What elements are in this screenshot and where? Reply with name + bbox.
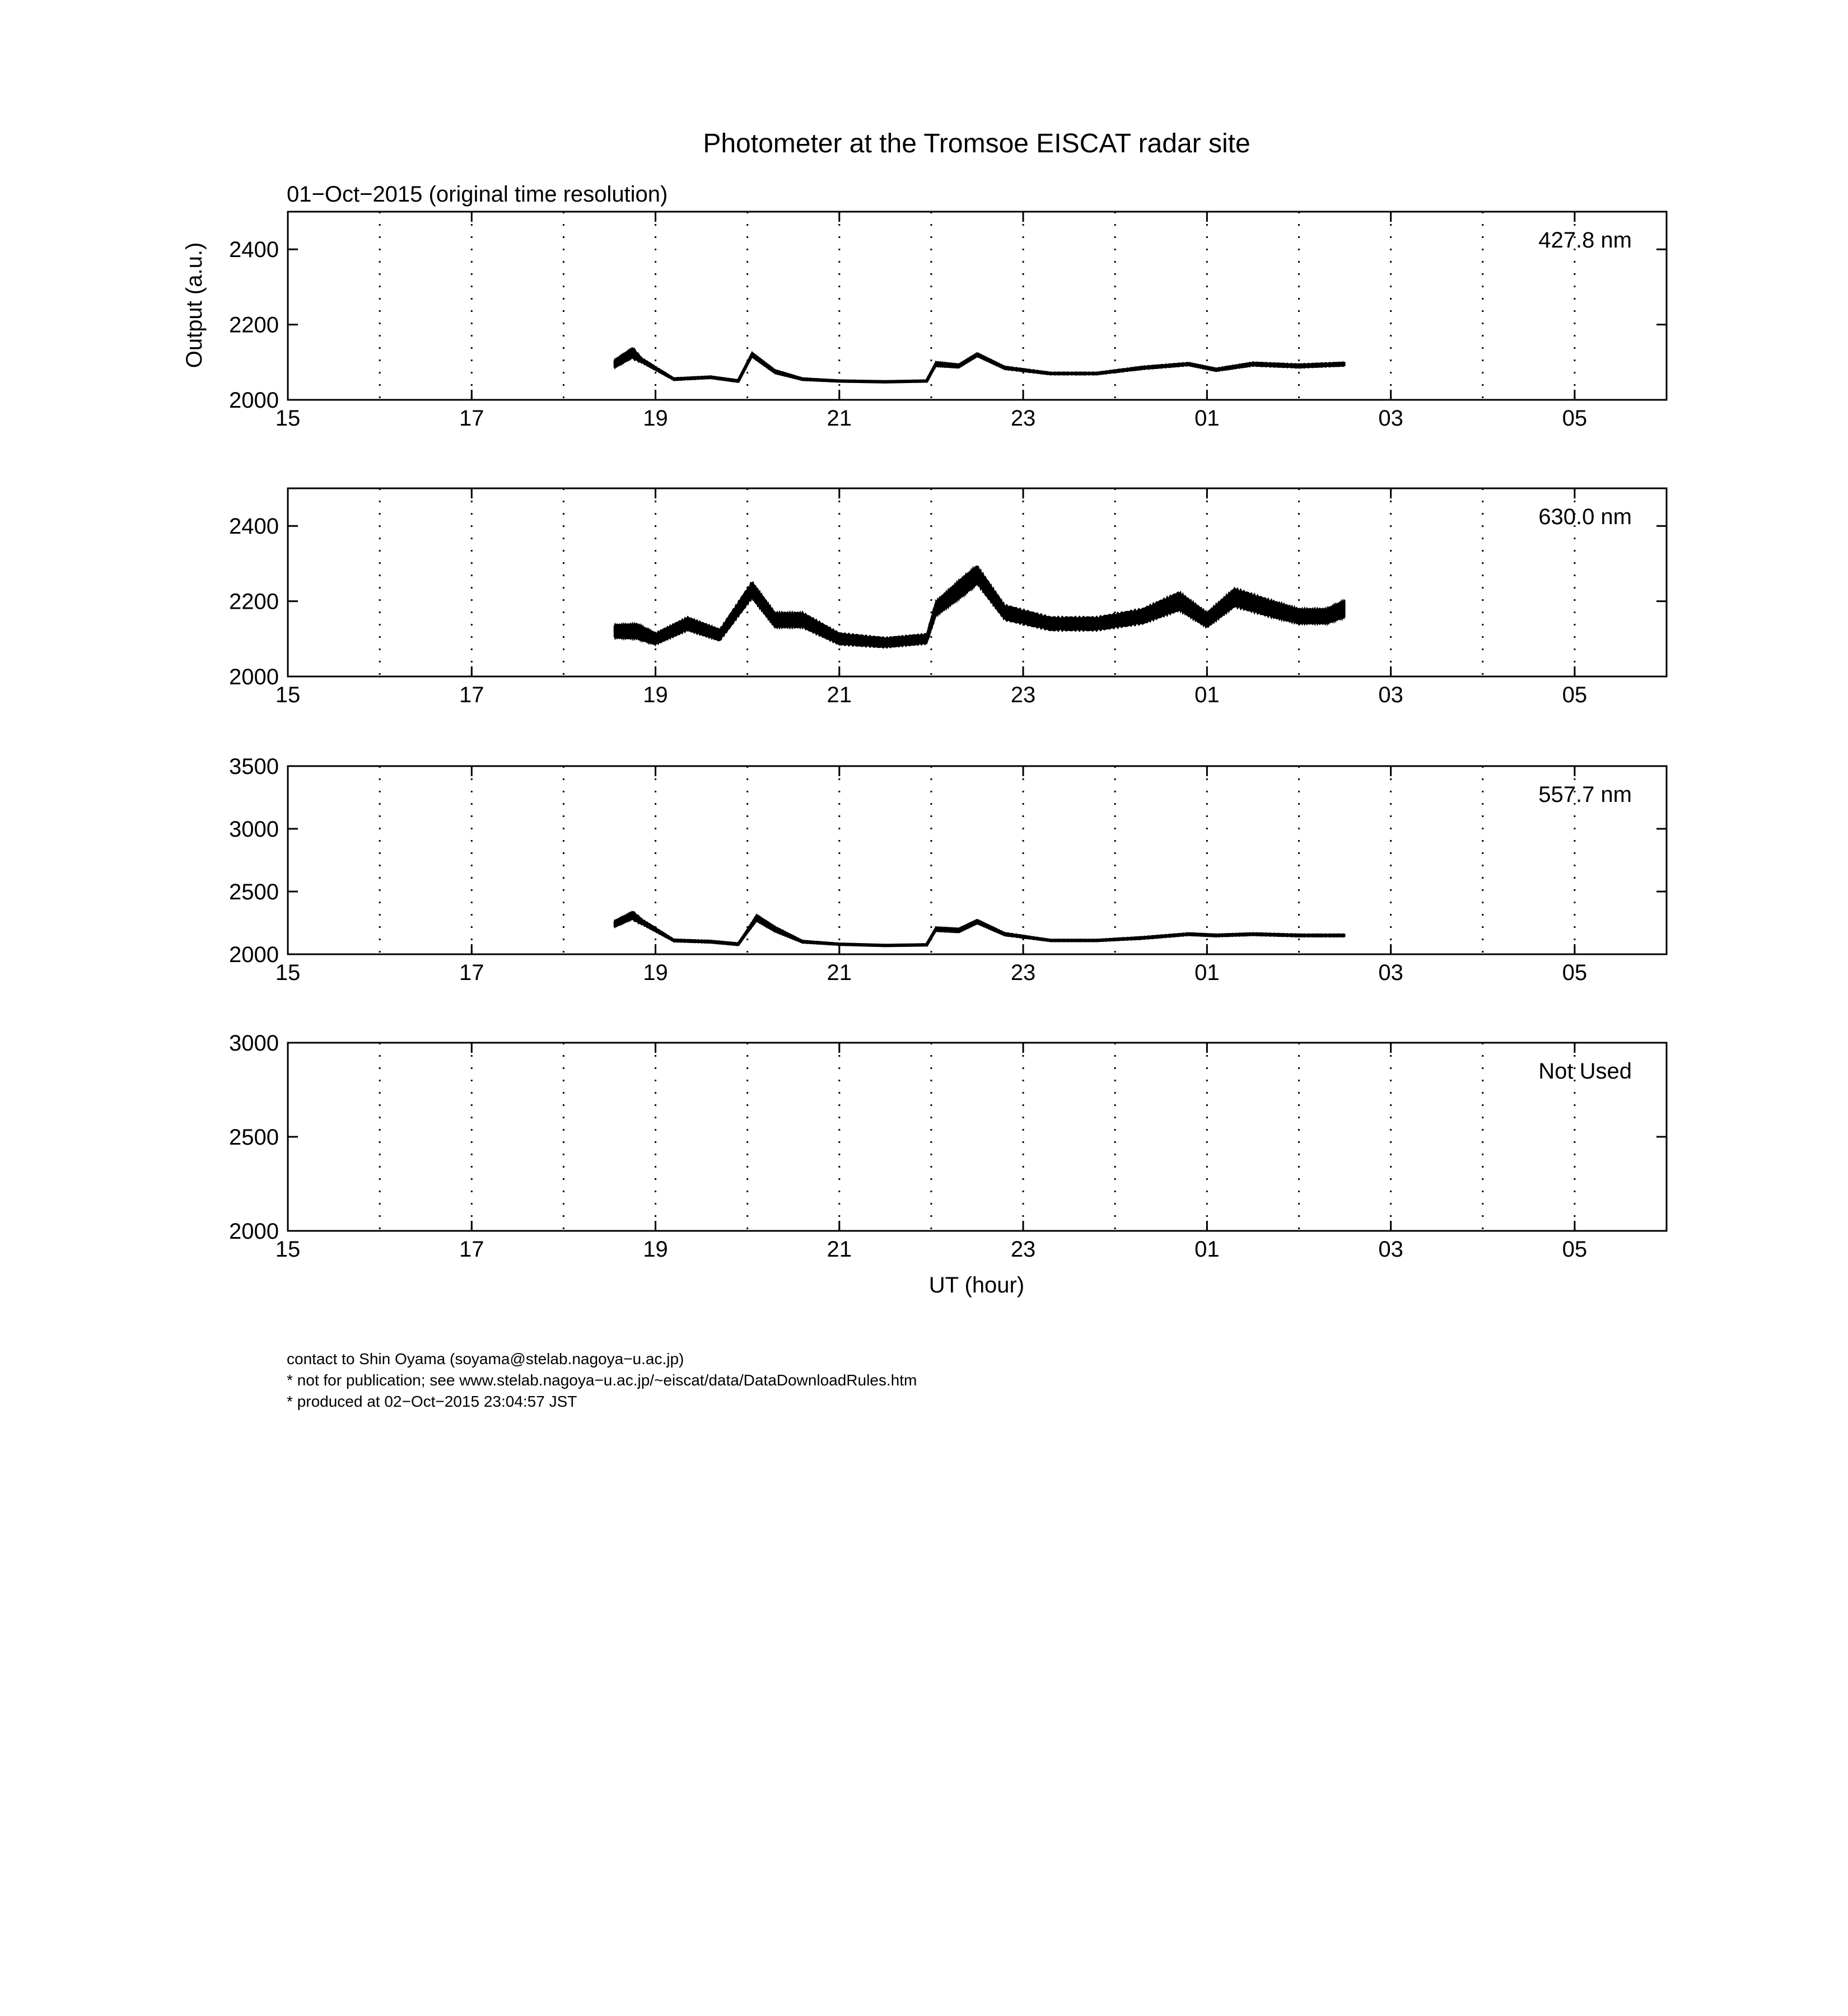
- y-tick-label: 2000: [229, 942, 279, 967]
- y-tick-label: 2000: [229, 1219, 279, 1244]
- x-tick-label: 05: [1562, 683, 1588, 707]
- x-tick-label: 19: [643, 1237, 668, 1262]
- panel-2: [229, 488, 1667, 707]
- x-tick-label: 01: [1194, 1237, 1220, 1262]
- x-tick-label: 17: [459, 683, 484, 707]
- x-tick-label: 21: [827, 960, 852, 985]
- x-tick-label: 15: [275, 406, 301, 431]
- y-tick-label: 3500: [229, 754, 279, 779]
- x-tick-label: 23: [1010, 960, 1036, 985]
- x-tick-label: 15: [275, 1237, 301, 1262]
- footer-produced: * produced at 02−Oct−2015 23:04:57 JST: [287, 1393, 577, 1410]
- y-tick-label: 2000: [229, 388, 279, 413]
- figure-subtitle: 01−Oct−2015 (original time resolution): [287, 182, 668, 207]
- y-tick-label: 3000: [229, 817, 279, 842]
- x-tick-label: 19: [643, 683, 668, 707]
- x-tick-label: 01: [1194, 683, 1220, 707]
- y-tick-label: 2200: [229, 589, 279, 614]
- panel-4: [229, 1031, 1667, 1262]
- x-tick-label: 21: [827, 683, 852, 707]
- x-axis-label: UT (hour): [928, 1273, 1025, 1298]
- channel-label: Not Used: [1538, 1059, 1632, 1084]
- channel-label: 630.0 nm: [1538, 505, 1632, 529]
- x-tick-label: 19: [643, 960, 668, 985]
- x-tick-label: 05: [1562, 960, 1588, 985]
- x-tick-label: 23: [1010, 406, 1036, 431]
- x-tick-label: 03: [1378, 1237, 1403, 1262]
- x-tick-label: 01: [1194, 406, 1220, 431]
- x-tick-label: 15: [275, 683, 301, 707]
- x-tick-label: 17: [459, 406, 484, 431]
- axes-frame: [288, 766, 1667, 954]
- footer-notice: * not for publication; see www.stelab.nagoya−u.ac.jp/~eiscat/data/DataDownloadRules.htm: [287, 1371, 917, 1389]
- panel-1: [229, 212, 1667, 431]
- x-tick-label: 03: [1378, 683, 1403, 707]
- y-tick-label: 3000: [229, 1031, 279, 1056]
- x-tick-label: 21: [827, 406, 852, 431]
- panels-group: [229, 212, 1667, 1262]
- x-tick-label: 05: [1562, 406, 1588, 431]
- y-tick-label: 2200: [229, 312, 279, 338]
- data-line-series: [614, 353, 1345, 382]
- axes-frame: [288, 212, 1667, 400]
- y-tick-label: 2400: [229, 514, 279, 539]
- y-tick-label: 2500: [229, 880, 279, 904]
- x-tick-label: 03: [1378, 960, 1403, 985]
- x-tick-label: 23: [1010, 1237, 1036, 1262]
- footer-contact: contact to Shin Oyama (soyama@stelab.nagoya−u.ac.jp): [287, 1350, 684, 1368]
- x-tick-label: 17: [459, 1237, 484, 1262]
- x-tick-label: 03: [1378, 406, 1403, 431]
- panel-3: [229, 754, 1667, 985]
- x-tick-label: 05: [1562, 1237, 1588, 1262]
- x-tick-label: 15: [275, 960, 301, 985]
- x-tick-label: 23: [1010, 683, 1036, 707]
- x-tick-label: 21: [827, 1237, 852, 1262]
- figure-title: Photometer at the Tromsoe EISCAT radar site: [703, 129, 1250, 158]
- y-axis-label: Output (a.u.): [182, 242, 207, 368]
- data-line-series: [614, 916, 1345, 946]
- y-tick-label: 2500: [229, 1125, 279, 1150]
- channel-label: 557.7 nm: [1538, 782, 1632, 807]
- y-tick-label: 2000: [229, 665, 279, 689]
- x-tick-label: 19: [643, 406, 668, 431]
- y-tick-label: 2400: [229, 237, 279, 263]
- x-tick-label: 17: [459, 960, 484, 985]
- axes-frame: [288, 1043, 1667, 1231]
- x-tick-label: 01: [1194, 960, 1220, 985]
- channel-label: 427.8 nm: [1538, 228, 1632, 253]
